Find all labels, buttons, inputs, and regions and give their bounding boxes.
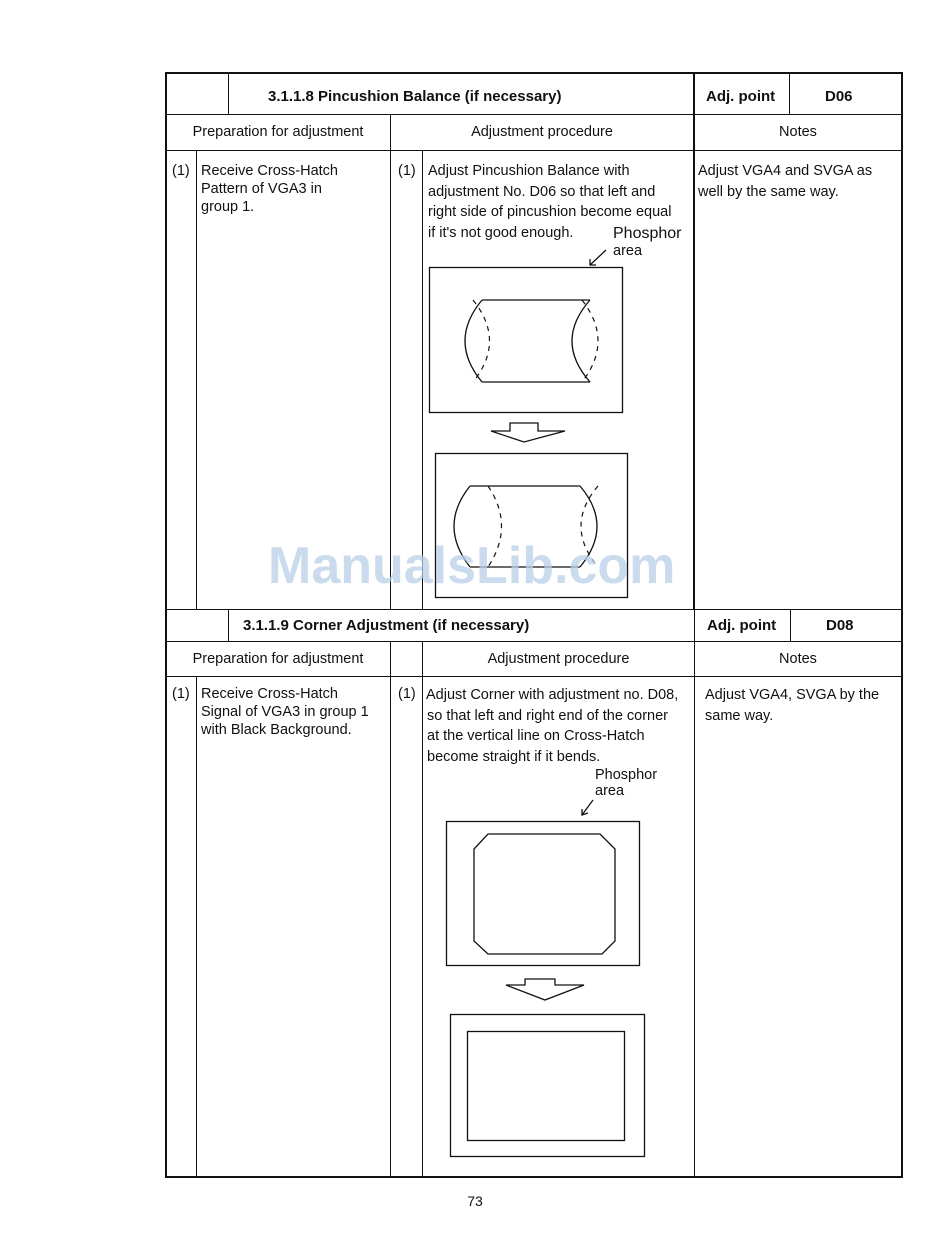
section2-col-notes: Notes [779,651,817,667]
section2-notes-line: Adjust VGA4, SVGA by the [705,687,880,703]
section2-proc-line: so that left and right end of the corner [427,708,669,724]
section1-title: 3.1.1.8 Pincushion Balance (if necessary) [268,88,562,105]
section1-notes-line: well by the same way. [698,184,839,200]
section2-prep-line: Signal of VGA3 in group 1 [201,704,369,720]
section2-col-preparation: Preparation for adjustment [192,651,364,667]
section2-prep-number: (1) [172,686,190,702]
section2-adj-point-label: Adj. point [707,617,777,634]
section1-adj-point-label: Adj. point [706,88,776,105]
section2-proc-line: at the vertical line on Cross-Hatch [427,728,645,744]
section1-prep-line: Receive Cross-Hatch [201,163,338,179]
page-number: 73 [467,1193,483,1209]
section2-col-procedure: Adjustment procedure [487,651,630,667]
section1-adj-point-value: D06 [825,88,853,105]
section1-proc-line: if it's not good enough. [428,225,574,241]
section1-phosphor-label-2: area [613,243,643,259]
section2-proc-line: become straight if it bends. [427,749,601,765]
section1-prep-line: Pattern of VGA3 in [201,181,322,197]
section1-col-preparation: Preparation for adjustment [192,124,364,140]
section1-proc-line: Adjust Pincushion Balance with [428,163,630,179]
section2-title: 3.1.1.9 Corner Adjustment (if necessary) [243,617,530,634]
section2-notes-line: same way. [705,708,774,724]
watermark: ManualsLib.com [268,537,676,595]
section1-notes-line: Adjust VGA4 and SVGA as [698,163,873,179]
section1-phosphor-label: Phosphor [613,225,682,242]
section1-col-notes: Notes [779,124,817,140]
section1-proc-number: (1) [398,163,416,179]
section2-proc-number: (1) [398,686,416,702]
section1-proc-line: right side of pincushion become equal [428,204,672,220]
section2-adj-point-value: D08 [826,617,854,634]
section2-prep-line: Receive Cross-Hatch [201,686,338,702]
section1-prep-line: group 1. [201,199,255,215]
section2-phosphor-label-2: area [595,783,625,799]
section2-prep-line: with Black Background. [201,722,352,738]
section2-phosphor-label: Phosphor [595,767,658,783]
section1-col-procedure: Adjustment procedure [471,124,613,140]
section1-proc-line: adjustment No. D06 so that left and [428,184,656,200]
section1-prep-number: (1) [172,163,190,179]
section2-proc-line: Adjust Corner with adjustment no. D08, [426,687,679,703]
